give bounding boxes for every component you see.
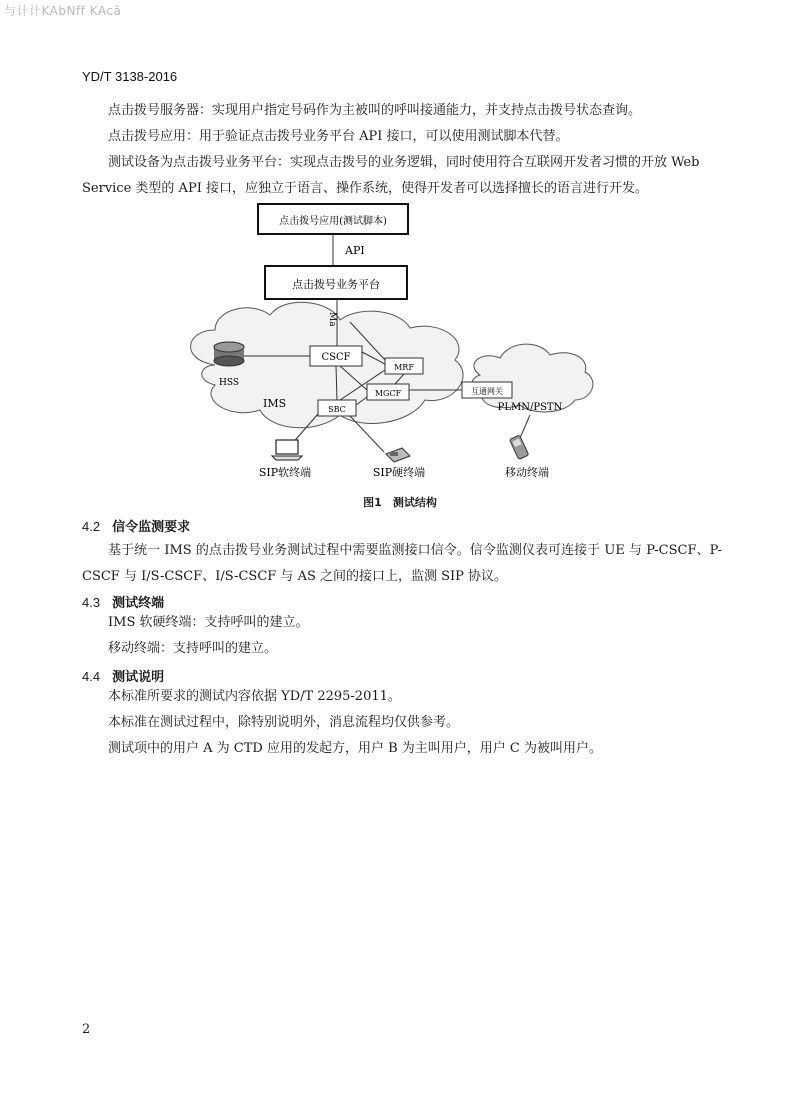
- mgcf-label: MGCF: [374, 389, 402, 398]
- ims-label: IMS: [263, 397, 287, 410]
- section-4-4-heading: [82, 666, 164, 685]
- section-4-2-number: 4.2: [82, 519, 101, 534]
- standard-header: YD/T 3138-2016: [82, 69, 178, 84]
- section-4-3-line-1: IMS 软硬终端：支持呼叫的建立。: [108, 615, 309, 630]
- watermark-text: 与计计KAbNff KAcã: [4, 4, 122, 18]
- laptop-icon: [272, 440, 302, 460]
- test-structure-diagram: [0, 200, 800, 490]
- mobile-phone-icon: [509, 435, 528, 460]
- section-4-4-line-3: 测试项中的用户 A 为 CTD 应用的发起方，用户 B 为主叫用户，用户 C 为被叫用户。: [108, 741, 602, 756]
- intro-paragraph-3: 测试设备为点击拨号业务平台：实现点击拨号的业务逻辑，同时使用符合互联网开发者习惯的开放 Web Service 类型的 API 接口，应独立于语言、操作系统，使得开发者可以选择擅长的语言进行开发。: [82, 155, 700, 196]
- hss-label: HSS: [218, 378, 240, 388]
- gateway-label: 互通网关: [471, 387, 503, 396]
- intro-paragraph-2: 点击拨号应用：用于验证点击拨号业务平台 API 接口，可以使用测试脚本代替。: [108, 129, 569, 144]
- section-4-4-number: 4.4: [82, 669, 101, 684]
- section-4-4-title: 测试说明: [112, 670, 165, 685]
- section-4-3-title: 测试终端: [112, 596, 165, 611]
- platform-box-label: 点击拨号业务平台: [292, 278, 380, 291]
- section-4-2-title: 信令监测要求: [112, 520, 191, 535]
- section-4-3-heading: [82, 592, 164, 611]
- desk-phone-icon: [386, 448, 410, 462]
- sbc-label: SBC: [328, 405, 346, 414]
- section-4-3-number: 4.3: [82, 595, 101, 610]
- api-label: API: [345, 244, 365, 257]
- sip-soft-label: SIP软终端: [258, 466, 312, 479]
- section-4-2-heading: [82, 516, 190, 535]
- section-4-4-line-1: 本标准所要求的测试内容依据 YD/T 2295-2011。: [108, 689, 401, 704]
- mrf-label: MRF: [394, 363, 414, 372]
- hss-database-icon: [214, 356, 244, 366]
- section-4-4-line-2: 本标准在测试过程中，除特别说明外，消息流程均仅供参考。: [108, 715, 460, 730]
- app-box-label: 点击拨号应用(测试脚本): [279, 216, 387, 227]
- mobile-label: 移动终端: [505, 466, 549, 479]
- cscf-label: CSCF: [321, 352, 351, 363]
- sip-hard-label: SIP硬终端: [372, 466, 426, 479]
- ma-label: Ma: [327, 312, 337, 327]
- intro-paragraph-1: 点击拨号服务器：实现用户指定号码作为主被叫的呼叫接通能力，并支持点击拨号状态查询。: [108, 103, 642, 118]
- section-4-3-line-2: 移动终端：支持呼叫的建立。: [108, 641, 278, 656]
- page-number: 2: [82, 1022, 91, 1037]
- figure-caption: 图1 测试结构: [363, 496, 437, 509]
- section-4-2-paragraph: 基于统一 IMS 的点击拨号业务测试过程中需要监测接口信令。信令监测仪表可连接于 UE 与 P-CSCF、P-CSCF 与 I/S-CSCF、I/S-CSCF 与 AS 之间的接口上，监测 SIP 协议。: [82, 543, 722, 584]
- plmn-label: PLMN/PSTN: [497, 402, 563, 413]
